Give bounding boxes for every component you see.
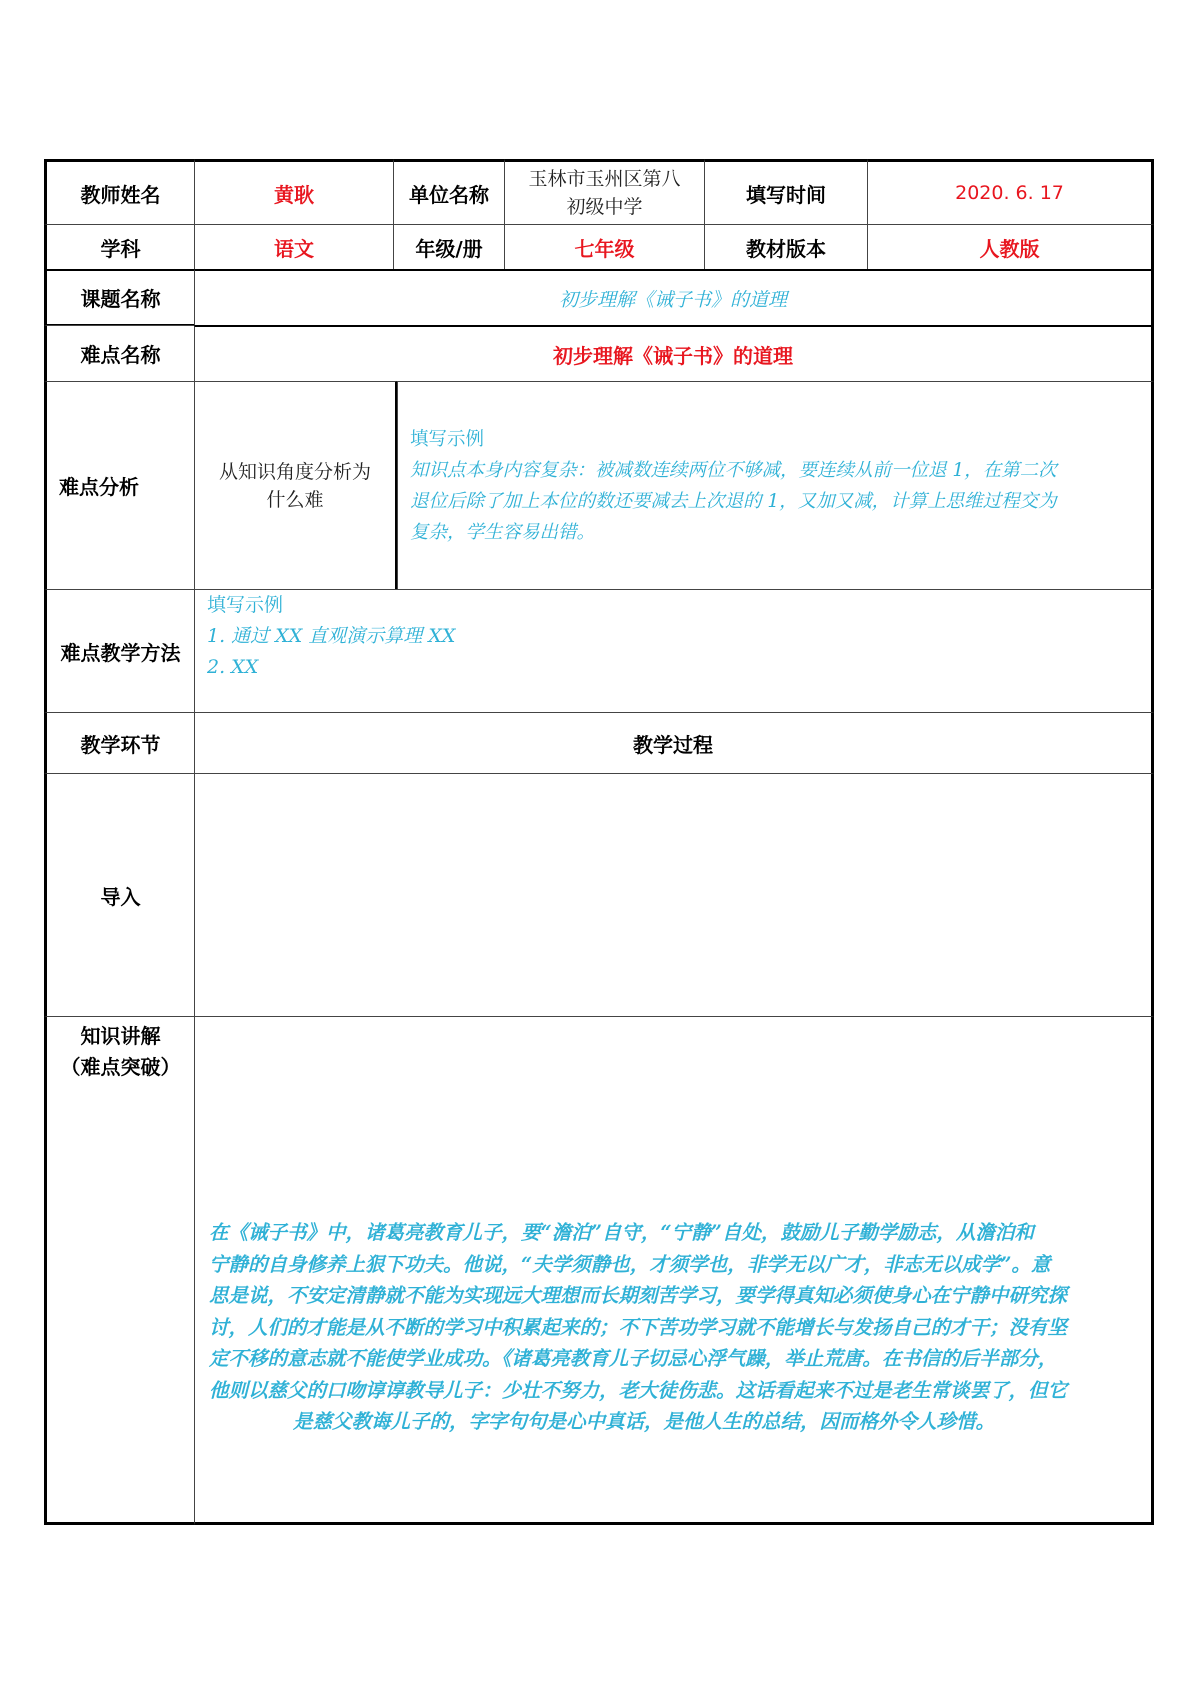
process-title: 教学过程: [194, 712, 1154, 774]
process-section-label: 教学环节: [44, 712, 195, 774]
analysis-label: 难点分析: [44, 381, 195, 590]
knowledge-label: [44, 1016, 195, 1525]
unit-name-value: [504, 159, 705, 225]
topic-label: 课题名称: [44, 269, 195, 326]
analysis-sublabel-line1: 从知识角度分析为: [218, 460, 371, 483]
fill-date-value: 2020. 6. 17: [867, 159, 1154, 225]
subject-value: 语文: [194, 224, 394, 270]
analysis-example-title: 填写示例: [410, 428, 485, 450]
method-label: 难点教学方法: [44, 589, 195, 713]
knowledge-para-line3: 思是说，不安定清静就不能为实现远大理想而长期刻苦学习，要学得真知必须使身心在宁静中研究探: [209, 1284, 1068, 1307]
analysis-example-line1: 知识点本身内容复杂：被减数连续两位不够减，要连续从前一位退 1，在第二次: [410, 459, 1057, 481]
subject-label: 学科: [44, 224, 195, 270]
grade-value: 七年级: [504, 224, 705, 270]
method-item-2: 2. XX: [207, 656, 259, 678]
knowledge-content: [194, 1016, 1154, 1525]
analysis-sublabel-line2: 什么难: [266, 488, 324, 511]
unit-name-line2: 初级中学: [566, 196, 643, 218]
difficulty-value: 初步理解《诫子书》的道理: [194, 325, 1154, 382]
edition-label: 教材版本: [704, 224, 868, 270]
difficulty-label: 难点名称: [44, 325, 195, 382]
unit-name-label: 单位名称: [393, 159, 505, 225]
lesson-plan-table: [44, 159, 1154, 1525]
intro-content: [194, 773, 1154, 1017]
analysis-example-line3: 复杂，学生容易出错。: [410, 521, 596, 543]
method-example-title: 填写示例: [207, 594, 284, 616]
analysis-sublabel: [194, 381, 398, 590]
knowledge-para-line5: 定不移的意志就不能使学业成功。《诸葛亮教育儿子切忌心浮气躁，举止荒唐。在书信的后半部分，: [209, 1347, 1058, 1370]
knowledge-para-line6: 他则以慈父的口吻谆谆教导儿子：少壮不努力，老大徒伤悲。这话看起来不过是老生常谈罢了，但它: [209, 1378, 1068, 1402]
method-content: [194, 589, 1154, 713]
unit-name-line1: 玉林市玉州区第八: [528, 168, 681, 190]
teacher-name-value: 黄耿: [194, 159, 394, 225]
intro-label: 导入: [44, 773, 195, 1017]
knowledge-label-line2: （难点突破）: [60, 1055, 181, 1079]
analysis-example: [397, 381, 1154, 590]
method-item-1: 1. 通过 XX 直观演示算理 XX: [207, 625, 456, 647]
knowledge-para-line2: 宁静的自身修养上狠下功夫。他说，“夫学须静也，才须学也，非学无以广才，非志无以成学”。意: [209, 1252, 1051, 1276]
edition-value: 人教版: [867, 224, 1154, 270]
knowledge-para-line7: 是慈父教诲儿子的，字字句句是心中真话，是他人生的总结，因而格外令人珍惜。: [293, 1410, 996, 1433]
grade-label: 年级/册: [393, 224, 505, 270]
teacher-name-label: 教师姓名: [44, 159, 195, 225]
topic-value: 初步理解《诫子书》的道理: [194, 269, 1154, 326]
knowledge-para-line4: 讨，人们的才能是从不断的学习中积累起来的；不下苦功学习就不能增长与发扬自己的才干；没有坚: [209, 1315, 1068, 1339]
fill-date-label: 填写时间: [704, 159, 868, 225]
analysis-example-line2: 退位后除了加上本位的数还要减去上次退的 1，又加又减，计算上思维过程交为: [410, 490, 1057, 512]
knowledge-para-line1: 在《诫子书》中，诸葛亮教育儿子，要“澹泊”自守，“宁静”自处，鼓励儿子勤学励志，从澹泊和: [209, 1221, 1034, 1244]
knowledge-label-line1: 知识讲解: [80, 1024, 161, 1048]
